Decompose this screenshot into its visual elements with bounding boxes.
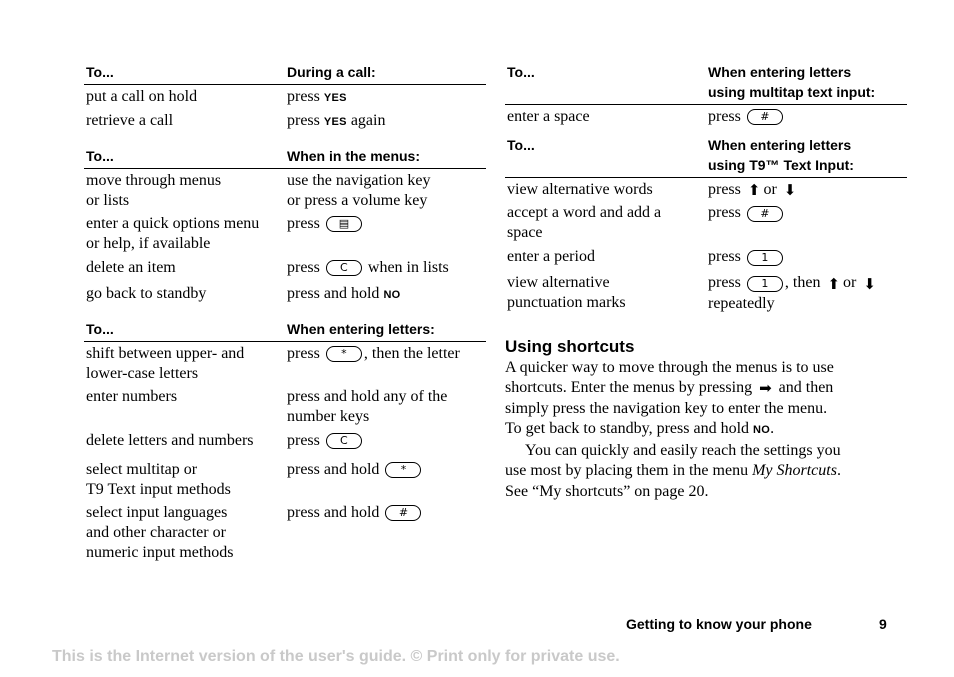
instruction-text: press ⬆ or ⬇ <box>708 181 797 200</box>
my-shortcuts-emphasis: My Shortcuts <box>752 462 837 480</box>
action-text: enter a period <box>507 248 595 266</box>
footer-section-title: Getting to know your phone <box>626 616 812 632</box>
internet-version-notice: This is the Internet version of the user's guide. © Print only for private use. <box>52 648 620 665</box>
left-column <box>84 62 486 563</box>
table-header <box>505 135 907 178</box>
instruction-text: press and hold NO <box>287 285 401 302</box>
shortcuts-paragraph: A quicker way to move through the menus is to use shortcuts. Enter the menus by pressing ➡ and then simply press the navigation key to enter the menu. To get back to standby, press and hold NO. You can quickly and easily reach the settings you use most by placing them in the menu My Shortcuts. See “My shortcuts” on page 20. <box>505 358 841 500</box>
star-key-icon: * <box>326 346 362 362</box>
table-row <box>84 214 486 254</box>
arrow-down-icon: ⬇ <box>783 181 797 200</box>
no-key-label: NO <box>753 424 771 437</box>
action-text: move through menus or lists <box>86 172 222 209</box>
action-text: select input languages and other character or numeric input methods <box>86 504 234 561</box>
action-text: enter numbers <box>86 388 178 405</box>
action-text: retrieve a call <box>86 112 174 129</box>
arrow-up-icon: ⬆ <box>827 274 841 293</box>
action-text: shift between upper- and lower-case letters <box>86 345 245 382</box>
table-row <box>505 273 907 313</box>
table-row <box>84 171 486 211</box>
header-context: During a call: <box>287 64 376 80</box>
instruction-text: press YES <box>287 88 347 105</box>
action-text: enter a quick options menu or help, if available <box>86 215 260 252</box>
instruction-text: press and hold # <box>287 503 486 563</box>
table-header <box>84 146 486 169</box>
arrow-up-icon: ⬆ <box>747 181 761 200</box>
table-row <box>505 247 907 267</box>
one-key-icon: 1 <box>747 276 783 292</box>
table-row <box>84 344 486 384</box>
table-row <box>84 87 486 108</box>
instruction-text: use the navigation key or press a volume key <box>287 172 431 209</box>
action-text: put a call on hold <box>86 88 198 105</box>
instruction-text: press C when in lists <box>287 259 449 276</box>
header-context: When in the menus: <box>287 148 420 164</box>
header-to: To... <box>86 148 114 164</box>
table-row <box>84 503 486 563</box>
instruction-text: press C <box>287 431 486 451</box>
header-to: To... <box>507 64 535 80</box>
table-header <box>84 319 486 342</box>
table-row <box>505 107 907 127</box>
instruction-text: press * , then the letter <box>287 345 460 362</box>
hash-key-icon: # <box>747 109 783 125</box>
action-text: view alternative punctuation marks <box>507 274 626 312</box>
instruction-text: press ▤ <box>287 214 486 254</box>
header-context: When entering letters using multitap text input: <box>708 64 876 100</box>
header-to: To... <box>86 64 114 80</box>
c-key-icon: C <box>326 433 362 449</box>
header-context: When entering letters: <box>287 321 435 337</box>
instruction-text: press 1 <box>708 247 907 267</box>
table-row <box>84 258 486 278</box>
instruction-text: press 1 , then ⬆ or ⬇ repeatedly <box>708 274 876 312</box>
header-context: When entering letters using T9™ Text Input: <box>708 137 854 173</box>
table-header <box>84 62 486 85</box>
action-text: delete letters and numbers <box>86 432 254 449</box>
c-key-icon: C <box>326 260 362 276</box>
header-to: To... <box>507 137 535 153</box>
star-key-icon: * <box>385 462 421 478</box>
header-to: To... <box>86 321 114 337</box>
hash-key-icon: # <box>747 206 783 222</box>
table-row <box>84 111 486 132</box>
instruction-text: press # <box>708 107 907 127</box>
one-key-icon: 1 <box>747 250 783 266</box>
instruction-text: press YES again <box>287 112 386 129</box>
action-text: go back to standby <box>86 285 207 302</box>
table-row <box>84 387 486 427</box>
action-text: select multitap or T9 Text input methods <box>86 461 231 498</box>
table-row <box>84 284 486 305</box>
action-text: enter a space <box>507 108 590 125</box>
table-row <box>84 460 486 500</box>
instruction-text: press # <box>708 203 907 243</box>
instruction-text: press and hold * <box>287 460 486 500</box>
arrow-down-icon: ⬇ <box>863 274 876 293</box>
menu-key-icon: ▤ <box>326 216 362 232</box>
table-row <box>84 431 486 451</box>
yes-key-label: YES <box>323 116 347 128</box>
action-text: view alternative words <box>507 181 653 198</box>
action-text: delete an item <box>86 259 176 276</box>
page-number: 9 <box>879 616 887 632</box>
no-key-label: NO <box>383 289 401 301</box>
action-text: accept a word and add a space <box>507 204 662 242</box>
hash-key-icon: # <box>385 505 421 521</box>
table-row <box>505 203 907 243</box>
section-heading: Using shortcuts <box>505 336 635 356</box>
instruction-text: press and hold any of the number keys <box>287 388 448 425</box>
arrow-right-icon: ➡ <box>759 379 772 398</box>
yes-key-label: YES <box>323 92 347 104</box>
table-header <box>505 62 907 105</box>
right-column <box>505 62 907 502</box>
table-row <box>505 180 907 200</box>
